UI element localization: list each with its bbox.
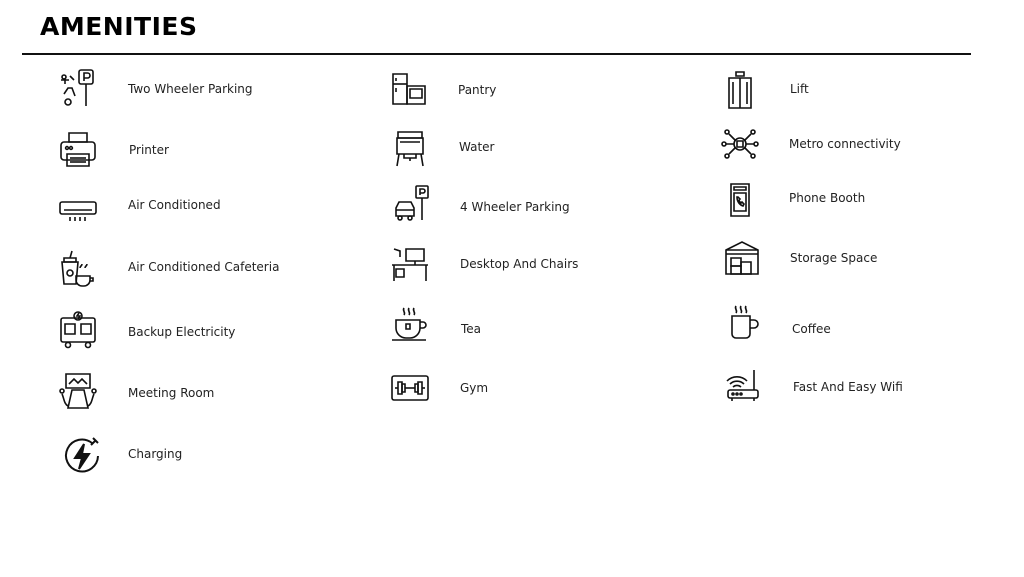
amenity-label: Fast And Easy Wifi [793, 380, 903, 394]
amenity-label: Air Conditioned [128, 198, 221, 212]
water-dispenser-icon [390, 128, 430, 168]
amenity-label: Air Conditioned Cafeteria [128, 260, 280, 274]
storage-warehouse-icon [722, 238, 762, 278]
amenity-label: Water [459, 140, 495, 154]
phone-booth-icon [720, 180, 760, 220]
amenity-label: Coffee [792, 322, 831, 336]
amenity-label: Metro connectivity [789, 137, 901, 151]
amenity-label: 4 Wheeler Parking [460, 200, 570, 214]
car-parking-icon [392, 184, 432, 224]
amenity-label: Pantry [458, 83, 497, 97]
amenity-label: Charging [128, 447, 183, 461]
cafeteria-icon [58, 248, 98, 288]
air-conditioner-icon [58, 188, 98, 228]
amenity-label: Tea [461, 322, 482, 336]
generator-icon [58, 310, 98, 350]
page-title: AMENITIES [40, 12, 198, 41]
coffee-mug-icon [722, 304, 762, 344]
pantry-icon [390, 70, 430, 110]
dumbbell-icon [390, 368, 430, 408]
title-divider [22, 53, 971, 55]
printer-icon [58, 130, 98, 170]
wifi-router-icon [722, 366, 762, 406]
metro-network-icon [720, 124, 760, 164]
two-wheeler-parking-icon [58, 68, 98, 108]
amenity-label: Gym [460, 381, 489, 395]
amenity-label: Meeting Room [128, 386, 215, 400]
amenity-label: Lift [790, 82, 809, 96]
tea-cup-icon [390, 306, 430, 346]
amenity-label: Backup Electricity [128, 325, 236, 339]
charging-icon [62, 436, 102, 476]
amenity-label: Printer [129, 143, 169, 157]
elevator-icon [720, 70, 760, 110]
amenity-label: Phone Booth [789, 191, 866, 205]
amenity-label: Two Wheeler Parking [128, 82, 253, 96]
amenity-label: Desktop And Chairs [460, 257, 579, 271]
desktop-chair-icon [390, 245, 430, 285]
meeting-room-icon [58, 372, 98, 412]
amenity-label: Storage Space [790, 251, 878, 265]
